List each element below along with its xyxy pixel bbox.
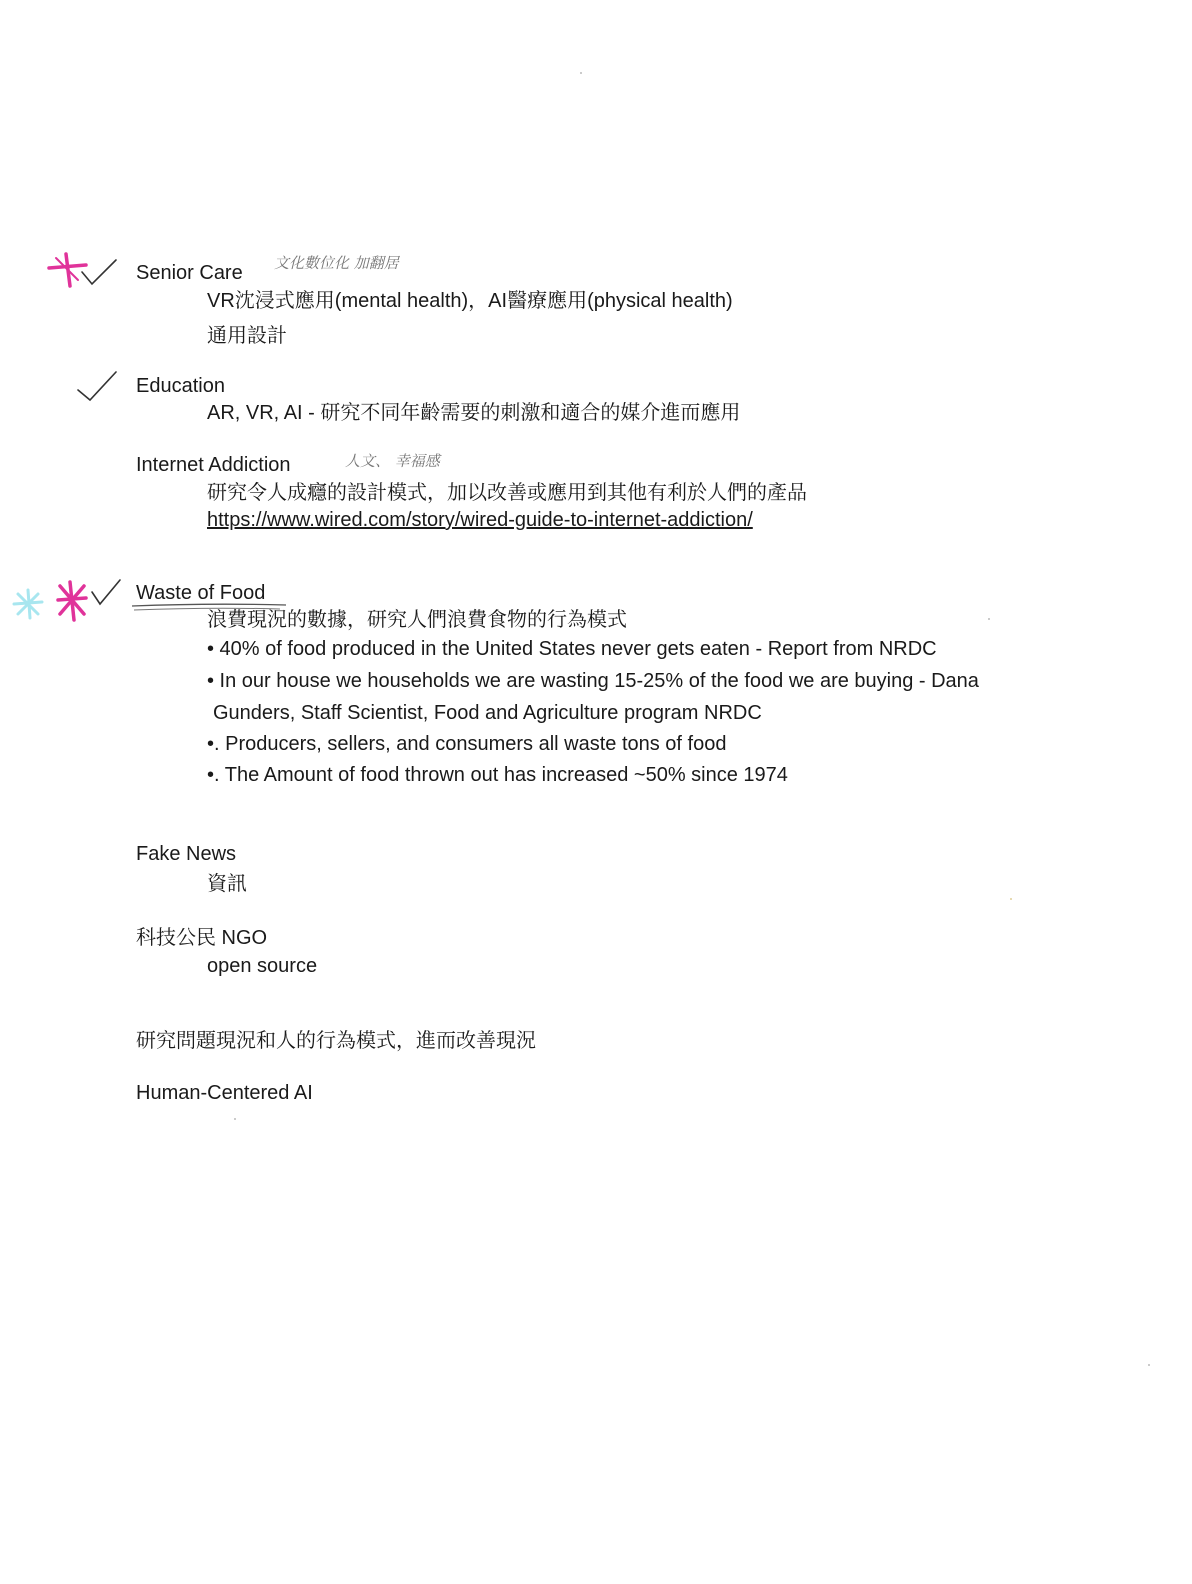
- star-icon: [8, 584, 48, 624]
- checkmark-icon: [76, 370, 120, 404]
- text-line: open source: [207, 955, 318, 977]
- star-icon: [52, 578, 92, 624]
- checkmark-icon: [80, 258, 120, 288]
- bullet-item: •. Producers, sellers, and consumers all waste tons of food: [207, 733, 727, 755]
- handwritten-note: 人文、 幸福感: [345, 452, 440, 470]
- human-centered-ai-line: Human-Centered AI: [136, 1082, 313, 1104]
- summary-line: 研究問題現況和人的行為模式，進而改善現況: [136, 1030, 536, 1052]
- text-line: 資訊: [207, 873, 247, 895]
- scan-speck: [234, 1118, 236, 1120]
- bullet-continuation: Gunders, Staff Scientist, Food and Agriculture program NRDC: [213, 702, 762, 724]
- section-title-tech-citizen: 科技公民 NGO: [136, 927, 268, 949]
- scan-speck: [988, 618, 990, 620]
- bullet-item: • 40% of food produced in the United States never gets eaten - Report from NRDC: [207, 638, 937, 660]
- text-line: 通用設計: [207, 325, 287, 347]
- scan-speck: [1010, 898, 1012, 900]
- section-title-fake-news: Fake News: [136, 843, 237, 865]
- text-line: VR沈浸式應用(mental health)，AI醫療應用(physical health): [207, 290, 733, 312]
- handwritten-note: 文化數位化 加翻居: [274, 254, 399, 272]
- bullet-item: • In our house we households we are wasting 15-25% of the food we are buying - Dana: [207, 670, 979, 692]
- section-title-waste-of-food: Waste of Food: [136, 582, 266, 604]
- text-line: 浪費現況的數據，研究人們浪費食物的行為模式: [207, 609, 627, 631]
- section-title-internet-addiction: Internet Addiction: [136, 454, 291, 476]
- url-link[interactable]: https://www.wired.com/story/wired-guide-to-internet-addiction/: [207, 509, 753, 531]
- text-line: AR, VR, AI - 研究不同年齡需要的刺激和適合的媒介進而應用: [207, 402, 741, 424]
- bullet-item: •. The Amount of food thrown out has increased ~50% since 1974: [207, 764, 788, 786]
- scan-speck: [1148, 1364, 1150, 1366]
- section-title-senior-care: Senior Care: [136, 262, 243, 284]
- text-line: 研究令人成癮的設計模式，加以改善或應用到其他有利於人們的產品: [207, 482, 807, 504]
- section-title-education: Education: [136, 375, 225, 397]
- scan-speck: [580, 72, 582, 74]
- checkmark-icon: [90, 578, 124, 608]
